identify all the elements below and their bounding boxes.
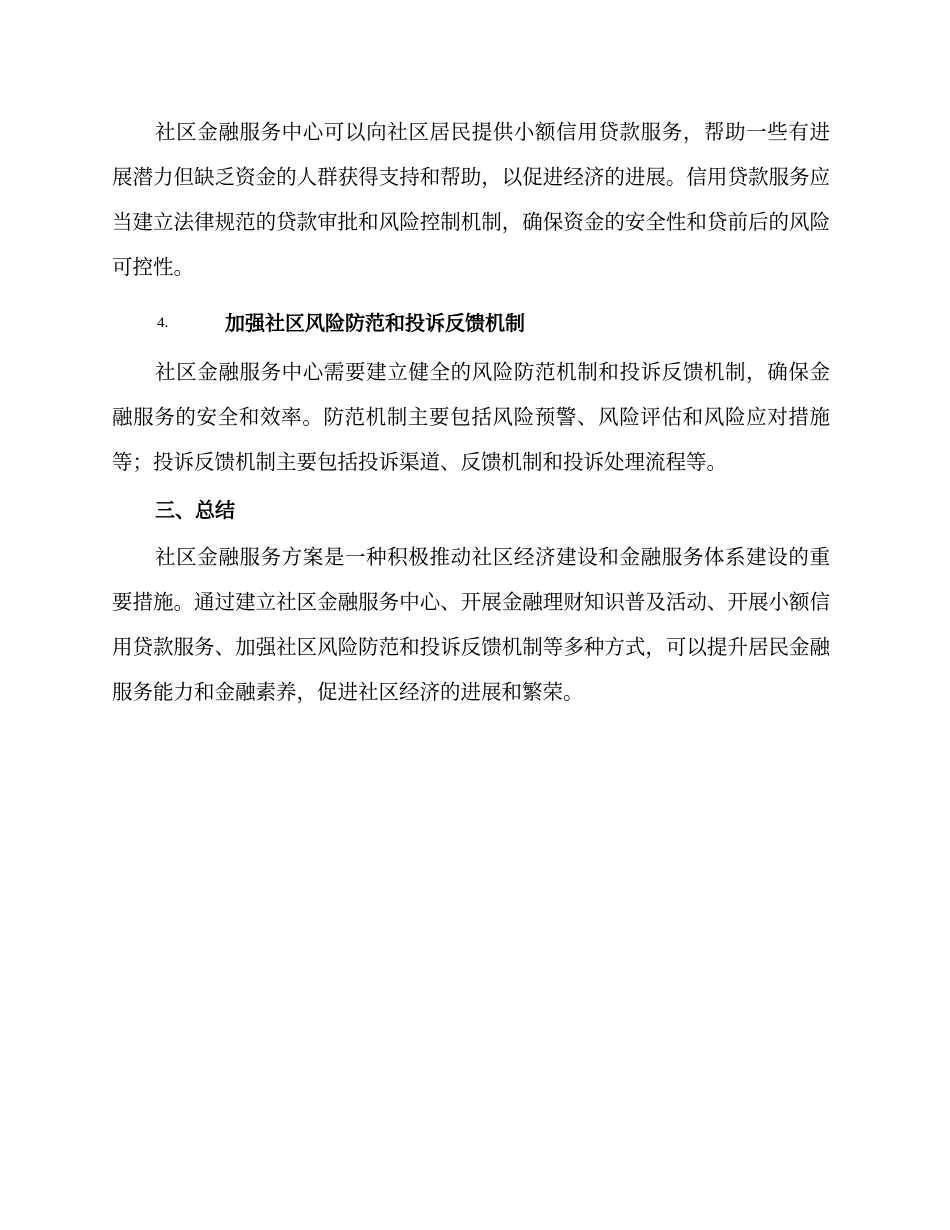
subheading-title: 加强社区风险防范和投诉反馈机制 xyxy=(225,311,525,335)
paragraph-risk-prevention: 社区金融服务中心需要建立健全的风险防范机制和投诉反馈机制，确保金融服务的安全和效率。防范机制主要包括风险预警、风险评估和风险应对措施等；投诉反馈机制主要包括投诉渠道、反馈机制和投诉处理流程等。 xyxy=(112,360,830,474)
section-heading-summary: 三、总结 xyxy=(155,498,235,522)
paragraph-credit-loan-service: 社区金融服务中心可以向社区居民提供小额信用贷款服务，帮助一些有进展潜力但缺乏资金的人群获得支持和帮助，以促进经济的进展。信用贷款服务应当建立法律规范的贷款审批和风险控制机制，确保资金的安全性和贷前后的风险可控性。 xyxy=(112,120,830,279)
subheading-4 xyxy=(112,296,830,350)
paragraph-summary: 社区金融服务方案是一种积极推动社区经济建设和金融服务体系建设的重要措施。通过建立社区金融服务中心、开展金融理财知识普及活动、开展小额信用贷款服务、加强社区风险防范和投诉反馈机制等多种方式，可以提升居民金融服务能力和金融素养，促进社区经济的进展和繁荣。 xyxy=(112,545,830,704)
document-body xyxy=(112,110,830,715)
subheading-number: 4. xyxy=(157,315,169,331)
